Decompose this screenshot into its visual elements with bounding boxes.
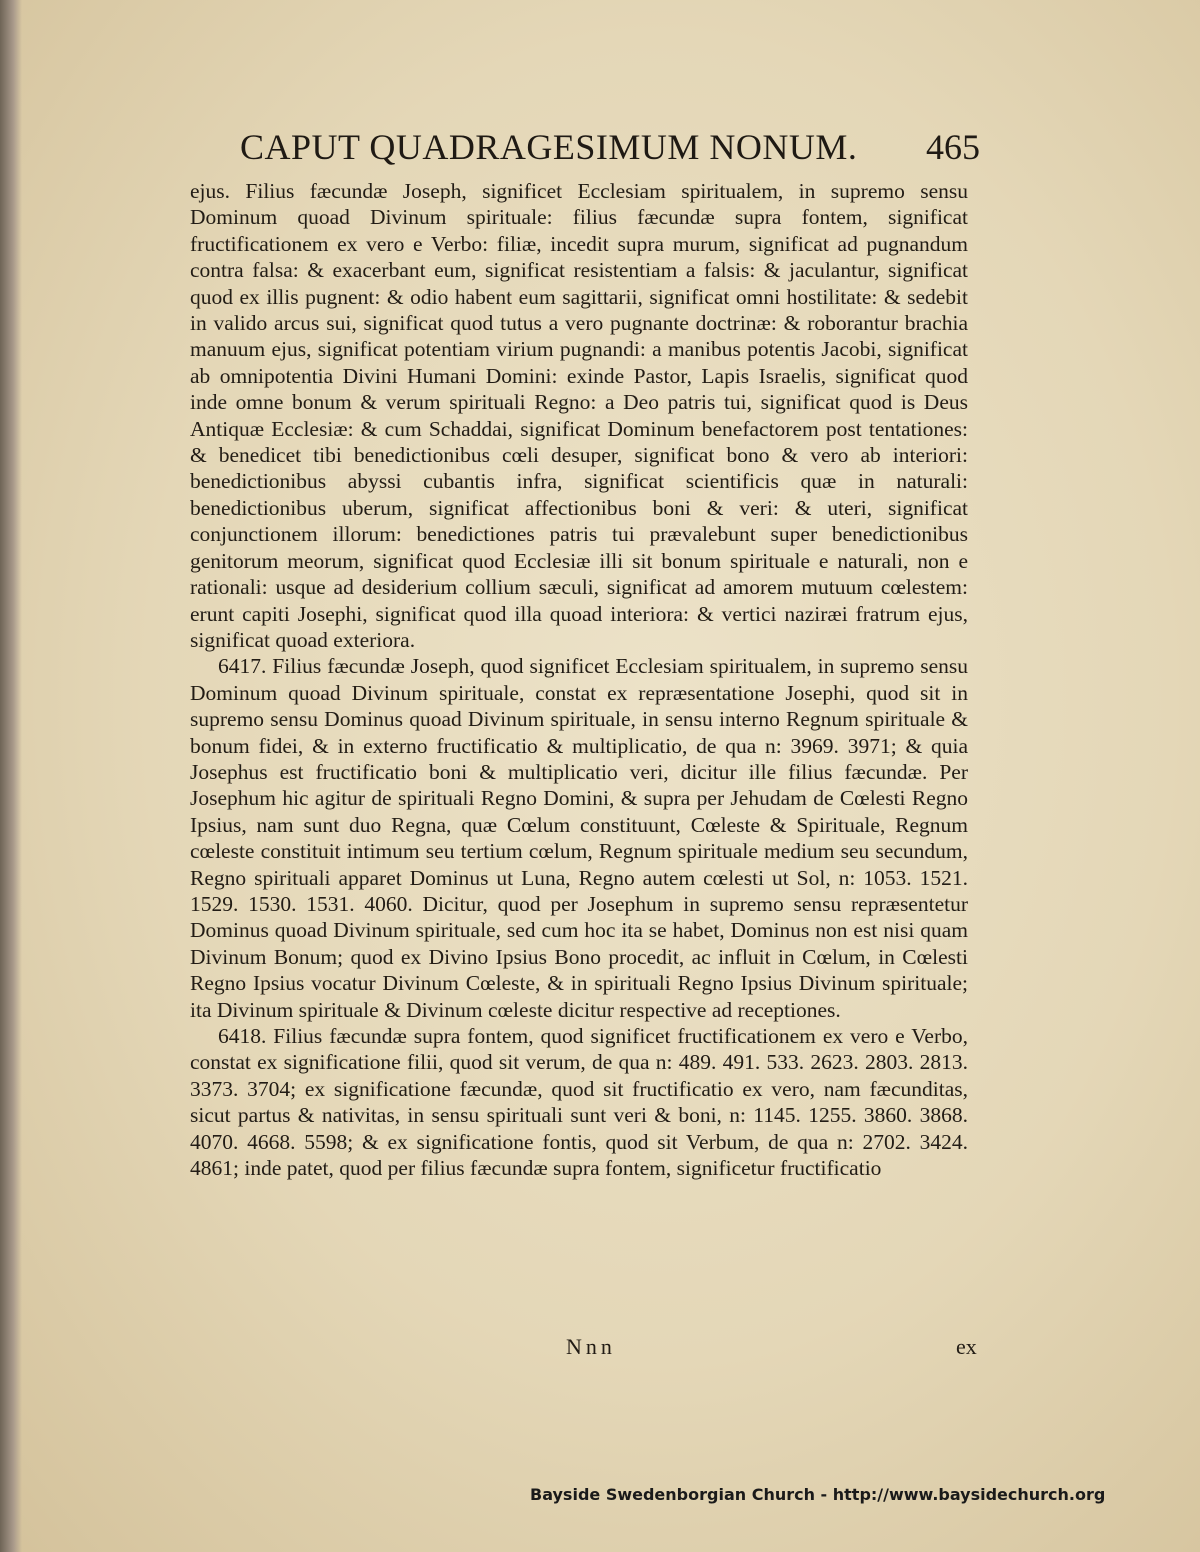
watermark-text: Bayside Swedenborgian Church - http://www.baysidechurch.org xyxy=(530,1485,1106,1504)
paragraph-6417: 6417. Filius fæcundæ Joseph, quod significet Ecclesiam spiritualem, in supremo sensu Dominum quoad Divinum spirituale, constat ex repræsentatione Josephi, quod sit in supremo sensu Dominus quoad Divinum spirituale, in sensu interno Regnum spirituale & bonum fidei, & in externo fructificatio & multiplicatio, de qua n: 3969. 3971; & quia Josephus est fructificatio boni & multiplicatio veri, dicitur ille filius fæcundæ. Per Josephum hic agitur de spirituali Regno Domini, & supra per Jehudam de Cœlesti Regno Ipsius, nam sunt duo Regna, quæ Cœlum constituunt, Cœleste & Spirituale, Regnum cœleste constituit intimum seu tertium cœlum, Regnum spirituale medium seu secundum, Regno spirituali apparet Dominus ut Luna, Regno autem cœlesti ut Sol, n: 1053. 1521. 1529. 1530. 1531. 4060. Dicitur, quod per Josephum in supremo sensu repræsentetur Dominus quoad Divinum spirituale, sed cum hoc ita se habet, Dominus non est nisi quam Divinum Bonum; quod ex Divino Ipsius Bono procedit, ac influit in Cœlum, in Cœlesti Regno Ipsius vocatur Divinum Cœleste, & in spirituali Regno Ipsius Divinum spirituale; ita Divinum spirituale & Divinum cœleste dicitur respective ad receptiones. xyxy=(190,654,968,1022)
paragraph-6418: 6418. Filius fæcundæ supra fontem, quod significet fructificationem ex vero e Verbo, constat ex significatione filii, quod sit verum, de qua n: 489. 491. 533. 2623. 2803. 2813. 3373. 3704; ex significatione fæcundæ, quod sit fructificatio ex vero, nam fæcunditas, sicut partus & nativitas, in sensu spirituali sunt veri & boni, n: 1145. 1255. 3860. 3868. 4070. 4668. 5598; & ex significatione fontis, quod sit Verbum, de qua n: 2702. 3424. 4861; inde patet, quod per filius fæcundæ supra fontem, significetur fructificatio xyxy=(190,1024,968,1181)
running-title: CAPUT QUADRAGESIMUM NONUM. xyxy=(240,127,858,167)
page-header xyxy=(240,126,980,176)
paragraph-intro: ejus. Filius fæcundæ Joseph, significet Ecclesiam spiritualem, in supremo sensu Dominum quoad Divinum spirituale: filius fæcundæ supra fontem, significat fructificationem ex vero e Verbo: filiæ, incedit supra murum, significat ad pugnandum contra falsa: & exacerbant eum, significat resistentiam a falsis: & jaculantur, significat quod ex illis pugnent: & odio habent eum sagittarii, significat omni hostilitate: & sedebit in valido arcus sui, significat quod tutus a vero pugnante doctrinæ: & roborantur brachia manuum ejus, significat potentiam virium pugnandi: a manibus potentis Jacobi, significat ab omnipotentia Divini Humani Domini: exinde Pastor, Lapis Israelis, significat quod inde omne bonum & verum spirituali Regno: a Deo patris tui, significat quod is Deus Antiquæ Ecclesiæ: & cum Schaddai, significat Dominum benefactorem post tentationes: & benedicet tibi benedictionibus cœli desuper, significat bono & vero ab interiori: benedictionibus abyssi cubantis infra, significat scientificis quæ in naturali: benedictionibus uberum, significat affectionibus boni & veri: & uteri, significat conjunctionem illorum: benedictiones patris tui prævalebunt super benedictionibus genitorum meorum, significat quod Ecclesiæ illi sit bonum spirituale e naturali, non e rationali: usque ad desiderium collium sæculi, significat ad amorem mutuum cœlestem: erunt capiti Josephi, significat quod illa quoad interiora: & vertici naziræi fratrum ejus, significat quoad exteriora. xyxy=(190,179,968,652)
body-text xyxy=(190,178,968,1181)
catchword: ex xyxy=(956,1334,977,1359)
signature-mark: Nnn xyxy=(566,1334,616,1359)
binding-gutter xyxy=(0,0,22,1552)
page-number: 465 xyxy=(926,127,980,167)
